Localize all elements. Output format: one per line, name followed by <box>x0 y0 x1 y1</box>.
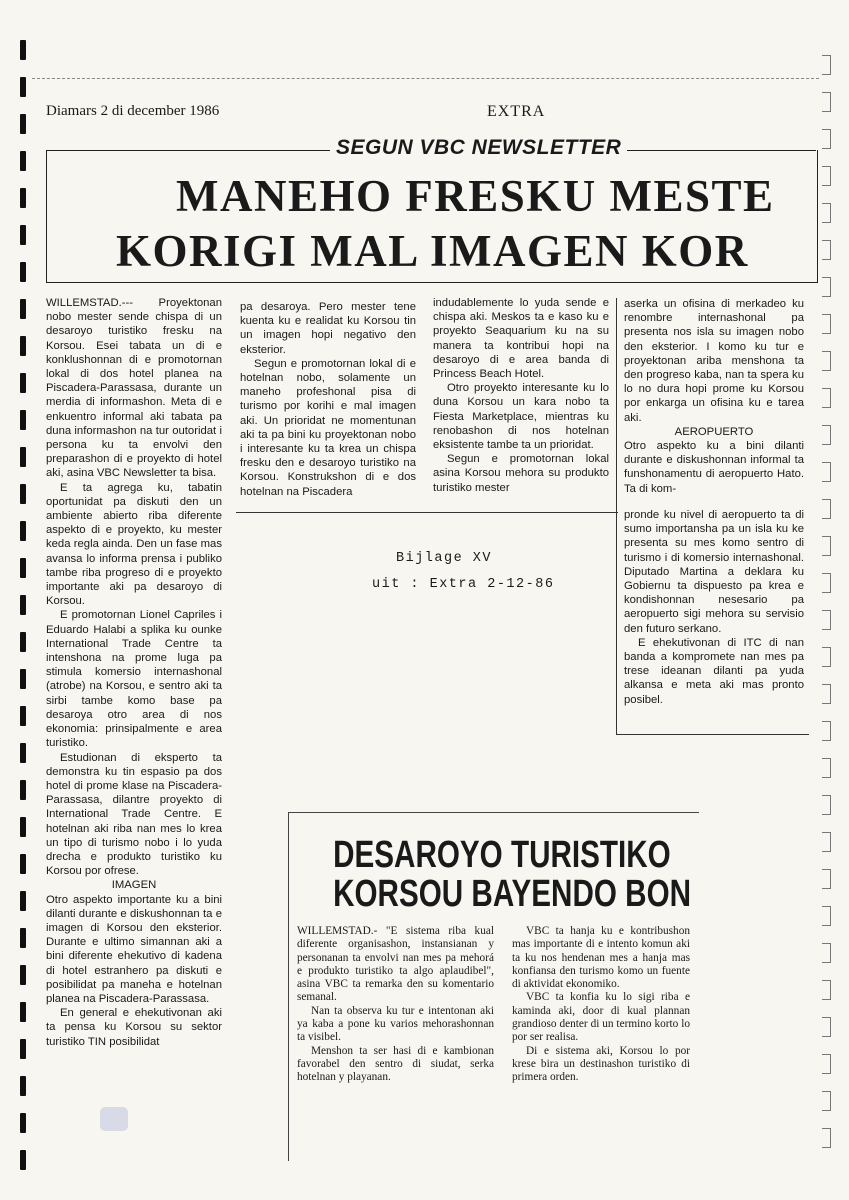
binder-hole <box>20 225 26 245</box>
paragraph: Segun e promotornan lokal asina Korsou mehora su produkto turistiko mester <box>433 453 609 494</box>
margin-bracket <box>822 906 831 926</box>
paragraph: indudablemente lo yuda sende e chispa aki. Meskos ta e kaso ku e proyekto Seaquarium ku na su manera ta kontribui hopi na desaroyo di e area banda di Princess Beach Hotel. <box>433 297 609 381</box>
section-heading: IMAGEN <box>111 879 157 892</box>
binder-hole <box>20 632 26 652</box>
paragraph: E promotornan Lionel Capriles i Eduardo Halabi a splika ku ounke International Trade Centre ta intenshona na prome luga pa stimula komersio internashonal (atrobe) na Korsou, e sentro aki ta sirbi tambe komo base pa desaroya otro area di nos ekonomia: prinsipalmente e area turistiko. <box>46 609 222 750</box>
binder-hole <box>20 1002 26 1022</box>
binder-hole <box>20 151 26 171</box>
margin-bracket <box>822 388 831 408</box>
main-article-column-4-continued <box>624 508 804 707</box>
paragraph: Di e sistema aki, Korsou lo por krese bira un destinashon turistiko di primera orden. <box>512 1044 690 1084</box>
binder-hole <box>20 77 26 97</box>
main-article-column-1 <box>46 296 222 1049</box>
binder-hole <box>20 484 26 504</box>
paragraph: E ta agrega ku, tabatin oportunidat pa diskuti den un ambiente abierto riba diferente aspekto di e proyekto, ku mester keda regla ainda. Den un fase mas avansa lo informa prensa i publiko tambe riba progreso di e proyekto importante aki pa desaroyo di Korsou. <box>46 481 222 608</box>
margin-bracket <box>822 1054 831 1074</box>
binder-hole <box>20 40 26 60</box>
binder-hole <box>20 595 26 615</box>
binder-hole <box>20 1150 26 1170</box>
paragraph: Otro aspekto importante ku a bini dilanti durante e diskushonnan ta e imagen di Korsou den eksterior. Durante e ultimo simannan aki a bini diferente ehekutivo di kadena di hotel estranhero pa diskuti e posibilidat pa maneha e hotelnan planea na Piscadera-Parassasa. <box>46 893 222 1005</box>
annex-note-line-1: Bijlage XV <box>396 551 493 566</box>
margin-bracket <box>822 499 831 519</box>
paragraph: Otro proyekto interesante ku lo duna Korsou un kara nobo ta Fiesta Marketplace, mientras ku renobashon di nos hotelnan eksistente tambe ta un prioridat. <box>433 382 609 452</box>
margin-bracket <box>822 684 831 704</box>
headline-line-1: MANEHO FRESKU MESTE <box>176 171 775 221</box>
margin-bracket <box>822 1017 831 1037</box>
margin-bracket <box>822 314 831 334</box>
binder-hole <box>20 558 26 578</box>
margin-bracket <box>822 92 831 112</box>
margin-bracket <box>822 55 831 75</box>
paragraph: Menshon ta ser hasi di e kambionan favorabel den sentro di siudat, serka hotelnan y playanan. <box>297 1044 494 1084</box>
paragraph: aserka un ofisina di merkadeo ku renombre internashonal pa presenta nos isla su imagen nobo den eksterior. I komo ku tur e proyektonan ariba menshona ta den progreso kaba, nan ta spera ku lo no dura hopi prome ku Korsou por enkarga un ofisina ku e tarea aki. <box>624 298 804 424</box>
binder-hole <box>20 114 26 134</box>
binder-hole <box>20 854 26 874</box>
edition-label: EXTRA <box>487 103 546 120</box>
paragraph: E ehekutivonan di ITC di nan banda a kompromete nan mes pa trese ideanan dilanti pa yuda alkansa e meta aki mas pronto posibel. <box>624 636 804 706</box>
margin-bracket <box>822 425 831 445</box>
binder-hole <box>20 262 26 282</box>
margin-bracket <box>822 647 831 667</box>
page-edge-line <box>32 78 819 79</box>
annex-note-line-2: uit : Extra 2-12-86 <box>372 577 555 592</box>
binder-hole <box>20 780 26 800</box>
binder-hole <box>20 1076 26 1096</box>
binder-hole <box>20 373 26 393</box>
second-headline-line-2: KORSOU BAYENDO BON <box>333 873 692 915</box>
dateline: Diamars 2 di december 1986 <box>46 103 220 119</box>
margin-bracket <box>822 980 831 1000</box>
margin-bracket <box>822 351 831 371</box>
binder-hole <box>20 336 26 356</box>
margin-bracket <box>822 129 831 149</box>
subhead: SEGUN VBC NEWSLETTER <box>330 136 627 160</box>
clipping-border <box>236 512 618 513</box>
paragraph: WILLEMSTAD.--- Proyektonan nobo mester sende chispa di un desaroyo turistiko fresku na Korsou. Esei tabata un di e konklushonnan di e promotornan lokal di dos hotel planea na Piscadera-Parassasa, durante un merdia di informashon. Meta di e enkuentro informal aki tabata pa duna informashon na tur outoridat i persona ku ta envolvi den preparashon di e proyekto di hotel aki, asina VBC Newsletter ta bisa. <box>46 297 222 480</box>
paragraph: VBC ta konfia ku lo sigi riba e kaminda aki, door di kual plannan grandioso denter di un termino korto lo por ser realisa. <box>512 991 690 1044</box>
section-heading: AEROPUERTO <box>674 425 754 438</box>
binder-hole <box>20 669 26 689</box>
margin-bracket <box>822 758 831 778</box>
paragraph: WILLEMSTAD.- "E sistema riba kual diferente organisashon, instansianan y personanan ta envolvi nan mes pa mehorá e produkto turistiko ta algo aplaudibel", asina VBC ta remarka den su komentario semanal. <box>297 925 494 1004</box>
margin-bracket <box>822 795 831 815</box>
margin-bracket <box>822 462 831 482</box>
binder-hole <box>20 521 26 541</box>
margin-bracket <box>822 721 831 741</box>
margin-bracket <box>822 832 831 852</box>
headline-line-2: KORIGI MAL IMAGEN KOR <box>116 226 749 276</box>
second-article-column-2 <box>512 925 690 1085</box>
margin-bracket <box>822 536 831 556</box>
clipping-border <box>616 298 617 514</box>
main-article-column-2 <box>240 300 416 499</box>
margin-bracket <box>822 869 831 889</box>
binder-hole <box>20 928 26 948</box>
binder-hole <box>20 1113 26 1133</box>
binder-hole <box>20 410 26 430</box>
margin-bracket <box>822 277 831 297</box>
binder-hole <box>20 891 26 911</box>
paragraph: Segun e promotornan lokal di e hotelnan nobo, solamente un maneho profeshonal pisa di turismo por korihi e mal imagen aki. Un prioridat ne momentunan aki ta pa bini ku proyektonan nobo i interesante ku ta krea un chispa fresku den e desaroyo turistiko na Korsou. Konstrukshon di e dos hotelnan na Piscadera <box>240 357 416 498</box>
binder-hole <box>20 188 26 208</box>
paragraph: Nan ta observa ku tur e intentonan aki ya kaba a pone ku varios mehorashonnan ta visibel. <box>297 1004 494 1044</box>
paragraph: VBC ta hanja ku e kontribushon mas importante di e intento komun aki ta ku nos hendenan mes a hanja mas konfiansa den turismo komo un fuente di aktividat ekonomiko. <box>512 925 690 991</box>
binder-holes <box>14 30 38 1180</box>
binder-hole <box>20 299 26 319</box>
margin-bracket <box>822 203 831 223</box>
main-article-column-4 <box>624 297 804 496</box>
margin-bracket <box>822 1091 831 1111</box>
binder-hole <box>20 447 26 467</box>
binder-hole <box>20 817 26 837</box>
binder-hole <box>20 1039 26 1059</box>
ink-stamp-mark <box>100 1107 128 1131</box>
margin-bracket <box>822 573 831 593</box>
margin-bracket <box>822 1128 831 1148</box>
binder-hole <box>20 965 26 985</box>
main-article-column-3 <box>433 296 609 495</box>
margin-bracket <box>822 166 831 186</box>
second-headline-line-1: DESAROYO TURISTIKO <box>333 834 671 876</box>
paragraph: En general e ehekutivonan aki ta pensa ku Korsou su sektor turistiko TIN posibilidat <box>46 1007 222 1048</box>
paragraph: pa desaroya. Pero mester tene kuenta ku e realidat ku Korsou tin un imagen hopi negativo den eksterior. <box>240 301 416 356</box>
binder-hole <box>20 743 26 763</box>
paragraph: Otro aspekto ku a bini dilanti durante e diskushonnan informal ta funshonamentu di aeropuerto Hato. Ta di kom- <box>624 440 804 495</box>
paragraph: pronde ku nivel di aeropuerto ta di sumo importansha pa un isla ku ke presenta su mes komo sentro di turismo i di komersio internashonal. Diputado Martina a deklara ku Gobiernu ta dispuesto pa krea e kondishonnan nesesario pa aeropuerto sigi mehora su servisio den futuro serkano. <box>624 509 804 635</box>
paragraph: Estudionan di eksperto ta demonstra ku tin espasio pa dos hotel di prome klase na Piscadera-Parassasa, dilantre proyekto di International Trade Centre. E hotelnan aki riba nan mes lo krea un tipo di turismo nobo i lo yuda drecha e produkto turistiko ku Korsou por ofrese. <box>46 751 222 878</box>
margin-bracket <box>822 610 831 630</box>
margin-bracket <box>822 943 831 963</box>
margin-bracket <box>822 240 831 260</box>
binder-hole <box>20 706 26 726</box>
second-article-column-1 <box>297 925 494 1085</box>
